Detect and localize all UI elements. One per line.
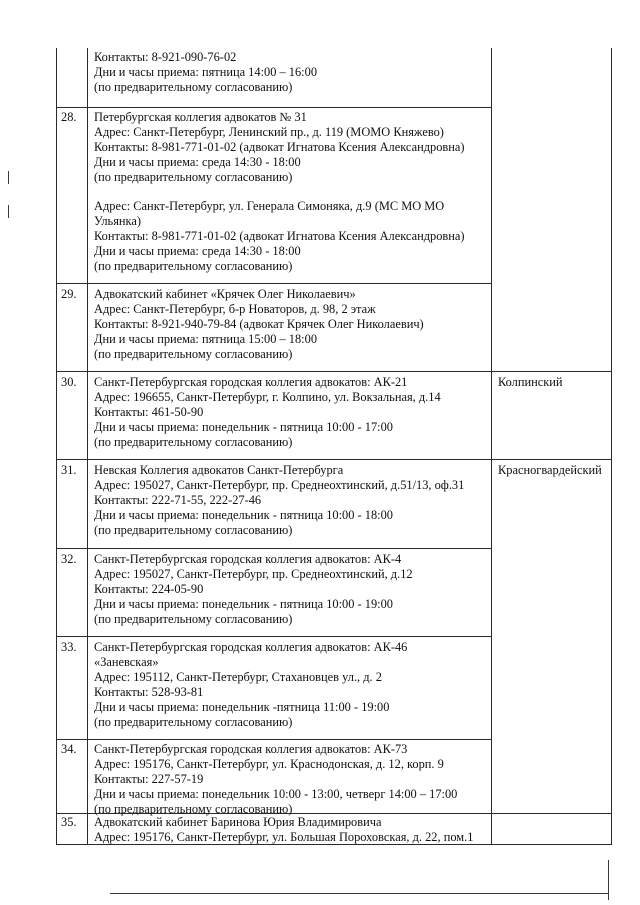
row-line: «Заневская» [94, 654, 159, 669]
row-line: Дни и часы приема: понедельник - пятница 10:00 - 19:00 [94, 596, 393, 611]
row-line: Контакты: 224-05-90 [94, 581, 204, 596]
row-line: (по предварительному согласованию) [94, 259, 293, 274]
row-line: (по предварительному согласованию) [94, 801, 293, 816]
row-line: (по предварительному согласованию) [94, 169, 293, 184]
row-line: Контакты: 8-981-771-01-02 (адвокат Игнатова Ксения Александровна) [94, 229, 465, 244]
row-line: Дни и часы приема: пятница 14:00 – 16:00 [94, 64, 318, 79]
scan-artifact-mark [8, 171, 9, 184]
row-line: (по предварительному согласованию) [94, 79, 293, 94]
row-line: Контакты: 528-93-81 [94, 684, 204, 699]
row-line: Контакты: 222-71-55, 222-27-46 [94, 492, 262, 507]
table-row [94, 375, 494, 450]
row-line: Дни и часы приема: понедельник - пятница 10:00 - 17:00 [94, 419, 393, 434]
row-line: Дни и часы приема: среда 14:30 - 18:00 [94, 244, 301, 259]
row-line: Адрес: 195176, Санкт-Петербург, ул. Большая Пороховская, д. 22, пом.1 [94, 829, 474, 844]
row-line: Контакты: 8-921-090-76-02 [94, 50, 237, 64]
row-line: Контакты: 227-57-19 [94, 771, 204, 786]
row-number: 30. [61, 375, 77, 389]
scan-artifact-mark [8, 205, 9, 218]
row-divider [56, 548, 492, 549]
table-divider-number [87, 48, 88, 845]
row-line: Дни и часы приема: понедельник -пятница 11:00 - 19:00 [94, 699, 390, 714]
row-line: (по предварительному согласованию) [94, 346, 293, 361]
row-number: 28. [61, 110, 77, 124]
blank-line [94, 185, 494, 200]
row-line: Контакты: 8-981-771-01-02 (адвокат Игнатова Ксения Александровна) [94, 139, 465, 154]
row-number: 33. [61, 640, 77, 654]
row-divider [56, 739, 492, 740]
row-line: (по предварительному согласованию) [94, 522, 293, 537]
table-row [94, 815, 494, 845]
row-line: Адрес: Санкт-Петербург, б-р Новаторов, д. 98, 2 этаж [94, 301, 376, 316]
row-line: Адрес: Санкт-Петербург, Ленинский пр., д. 119 (МОМО Княжево) [94, 124, 444, 139]
table-row [94, 463, 494, 538]
row-line: Адвокатский кабинет «Крячек Олег Николаевич» [94, 287, 356, 301]
row-line: (по предварительному согласованию) [94, 434, 293, 449]
table-row [94, 552, 494, 627]
row-line: Дни и часы приема: понедельник 10:00 - 13:00, четверг 14:00 – 17:00 [94, 786, 458, 801]
row-divider [56, 636, 492, 637]
row-line: Санкт-Петербургская городская коллегия адвокатов: АК-73 [94, 742, 408, 756]
row-line: Адрес: 195027, Санкт-Петербург, пр. Среднеохтинский, д.12 [94, 566, 413, 581]
row-line: Адрес: 195176, Санкт-Петербург, ул. Краснодонская, д. 12, корп. 9 [94, 756, 444, 771]
scan-artifact-edge [110, 893, 608, 894]
table-row [94, 287, 494, 362]
row-number: 34. [61, 742, 77, 756]
table-border-left [56, 48, 57, 845]
row-line: Санкт-Петербургская городская коллегия адвокатов: АК-21 [94, 375, 408, 389]
row-divider [56, 107, 492, 108]
row-line: Санкт-Петербургская городская коллегия адвокатов: АК-4 [94, 552, 402, 566]
row-line: Адрес: 196655, Санкт-Петербург, г. Колпино, ул. Вокзальная, д.14 [94, 389, 441, 404]
table-row [94, 742, 494, 817]
row-divider [56, 459, 612, 460]
row-line: (по предварительному согласованию) [94, 714, 293, 729]
row-line: Контакты: 461-50-90 [94, 404, 204, 419]
row-number: 31. [61, 463, 77, 477]
row-line: Невская Коллегия адвокатов Санкт-Петербурга [94, 463, 344, 477]
row-divider [56, 371, 612, 372]
district-name: Красногвардейский [498, 463, 602, 477]
table-row [94, 640, 494, 729]
row-line: Контакты: 8-921-940-79-84 (адвокат Крячек Олег Николаевич) [94, 316, 424, 331]
row-divider [56, 283, 492, 284]
table-border-right [611, 48, 612, 845]
row-line: Адрес: 195027, Санкт-Петербург, пр. Среднеохтинский, д.51/13, оф.31 [94, 477, 465, 492]
row-line: Ульянка) [94, 214, 141, 229]
table-row [94, 50, 494, 95]
row-line: Дни и часы приема: среда 14:30 - 18:00 [94, 154, 301, 169]
row-line: Адвокатский кабинет Баринова Юрия Владимировича [94, 815, 382, 829]
scan-artifact-edge [608, 860, 609, 900]
row-line: Дни и часы приема: пятница 15:00 – 18:00 [94, 331, 318, 346]
district-name: Колпинский [498, 375, 563, 389]
row-line: (по предварительному согласованию) [94, 611, 293, 626]
row-number: 32. [61, 552, 77, 566]
table-row [94, 110, 494, 274]
row-number: 35. [61, 815, 77, 829]
row-line: Адрес: Санкт-Петербург, ул. Генерала Симоняка, д.9 (МС МО МО [94, 199, 445, 214]
row-line: Дни и часы приема: понедельник - пятница 10:00 - 18:00 [94, 507, 393, 522]
row-line: Адрес: 195112, Санкт-Петербург, Стахановцев ул., д. 2 [94, 669, 382, 684]
row-number: 29. [61, 287, 77, 301]
row-line: Петербургская коллегия адвокатов № 31 [94, 110, 307, 124]
row-line: Санкт-Петербургская городская коллегия адвокатов: АК-46 [94, 640, 408, 654]
